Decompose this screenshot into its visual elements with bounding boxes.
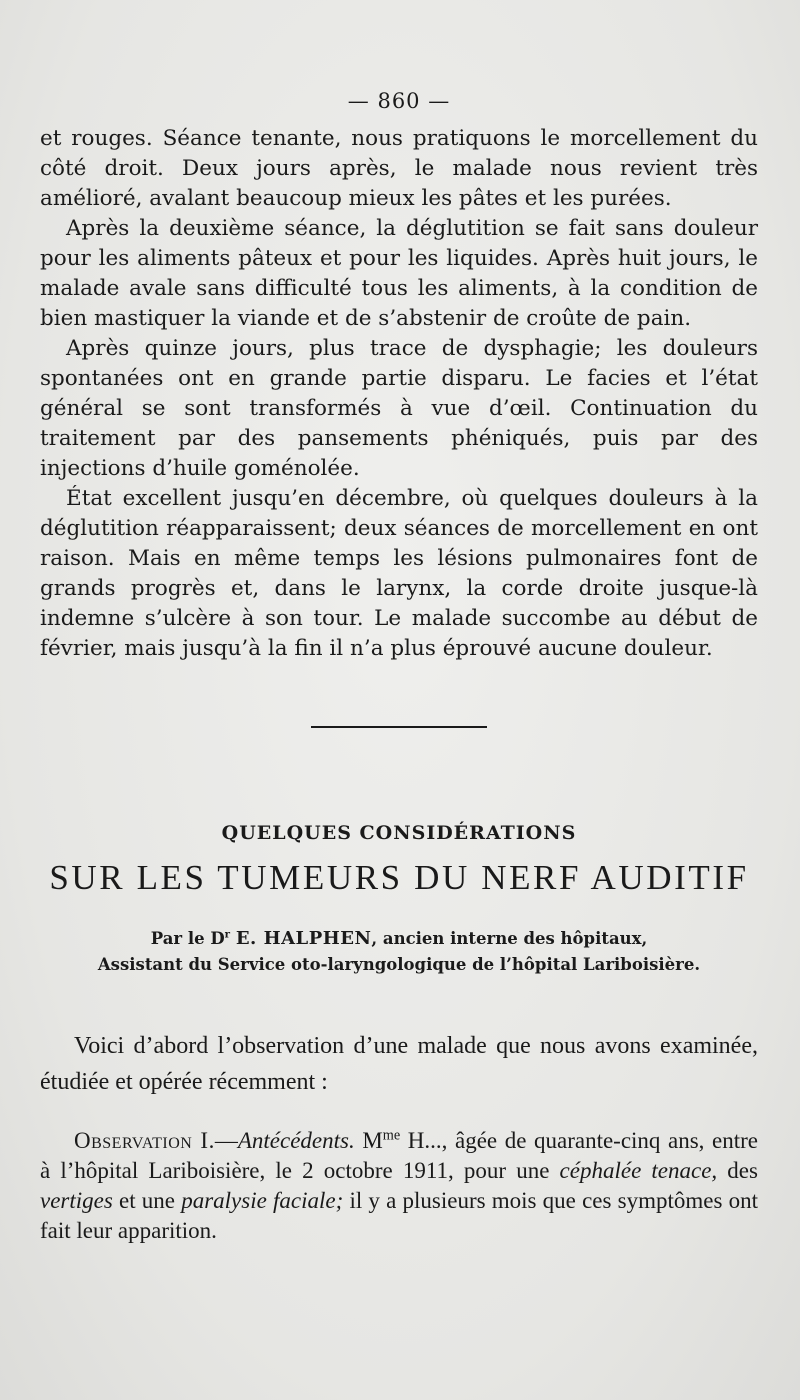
byline-prefix: Par le D [150, 929, 225, 948]
observation-text-3: et une [112, 1188, 182, 1213]
patient-prefix-sup: me [382, 1127, 401, 1144]
observation-label: Observation I. [74, 1128, 215, 1153]
observation-heading: Antécédents. [237, 1128, 355, 1153]
byline-suffix: , ancien interne des hôpitaux, [371, 929, 648, 948]
article-intro: Voici d’abord l’observation d’une malade que nous avons examinée, étudiée et opérée récemment : [40, 1033, 758, 1095]
page-number: — 860 — [347, 89, 451, 113]
paragraph-dysphagia: Après quinze jours, plus trace de dysphagie; les douleurs spontanées ont en grande partie disparu. Le facies et l’état général se sont transformés à vue d’œil. Continuation du traitement par des pansements phéniqués, puis par des injections d’huile goménolée. [40, 336, 758, 481]
byline-affiliation: Assistant du Service oto-laryngologique de l’hôpital Lariboisière. [97, 955, 701, 974]
paragraph-outcome: État excellent jusqu’en décembre, où quelques douleurs à la déglutition réapparaissent; deux séances de morcellement en ont raison. Mais en même temps les lésions pulmonaires font de grands progrès et, dans le larynx, la corde droite jusque-là indemne s’ulcère à son tour. Le malade succombe au début de février, mais jusqu’à la fin il n’a plus éprouvé aucune douleur. [40, 486, 758, 661]
observation-dash: — [214, 1128, 238, 1153]
article-title: SUR LES TUMEURS DU NERF AUDITIF [49, 858, 749, 897]
byline-author-line [40, 926, 758, 952]
symptom-paralysie: paralysie faciale; [181, 1188, 344, 1213]
patient-prefix: M [362, 1128, 383, 1153]
paragraph-deglutition: Après la deuxième séance, la déglutition se fait sans douleur pour les aliments pâteux et pour les liquides. Après huit jours, le malade avale sans difficulté tous les aliments, à la condition de bien mastiquer la viande et de s’abstenir de croûte de pain. [40, 216, 758, 331]
observation-text-2: des [717, 1158, 758, 1183]
symptom-cephalee: céphalée tenace, [559, 1158, 718, 1183]
section-divider [311, 726, 487, 728]
observation-text-1: H..., âgée de quarante-cinq ans, entre à l’hôpital Lariboisière, le 2 octobre 1911, pour une [40, 1128, 758, 1183]
observation-paragraph [40, 1126, 758, 1246]
article-byline [40, 926, 758, 978]
paragraph-continuation: et rouges. Séance tenante, nous pratiquons le morcellement du côté droit. Deux jours après, le malade nous revient très amélioré, avalant beaucoup mieux les pâtes et les purées. [40, 126, 758, 211]
author-name: E. HALPHEN [235, 928, 372, 949]
observation-text-4: il y a plusieurs mois que ces symptômes ont fait leur apparition. [40, 1188, 758, 1243]
symptom-vertiges: vertiges [40, 1188, 113, 1213]
article-kicker: QUELQUES CONSIDÉRATIONS [221, 822, 577, 844]
byline-prefix-sup: r [224, 928, 231, 941]
